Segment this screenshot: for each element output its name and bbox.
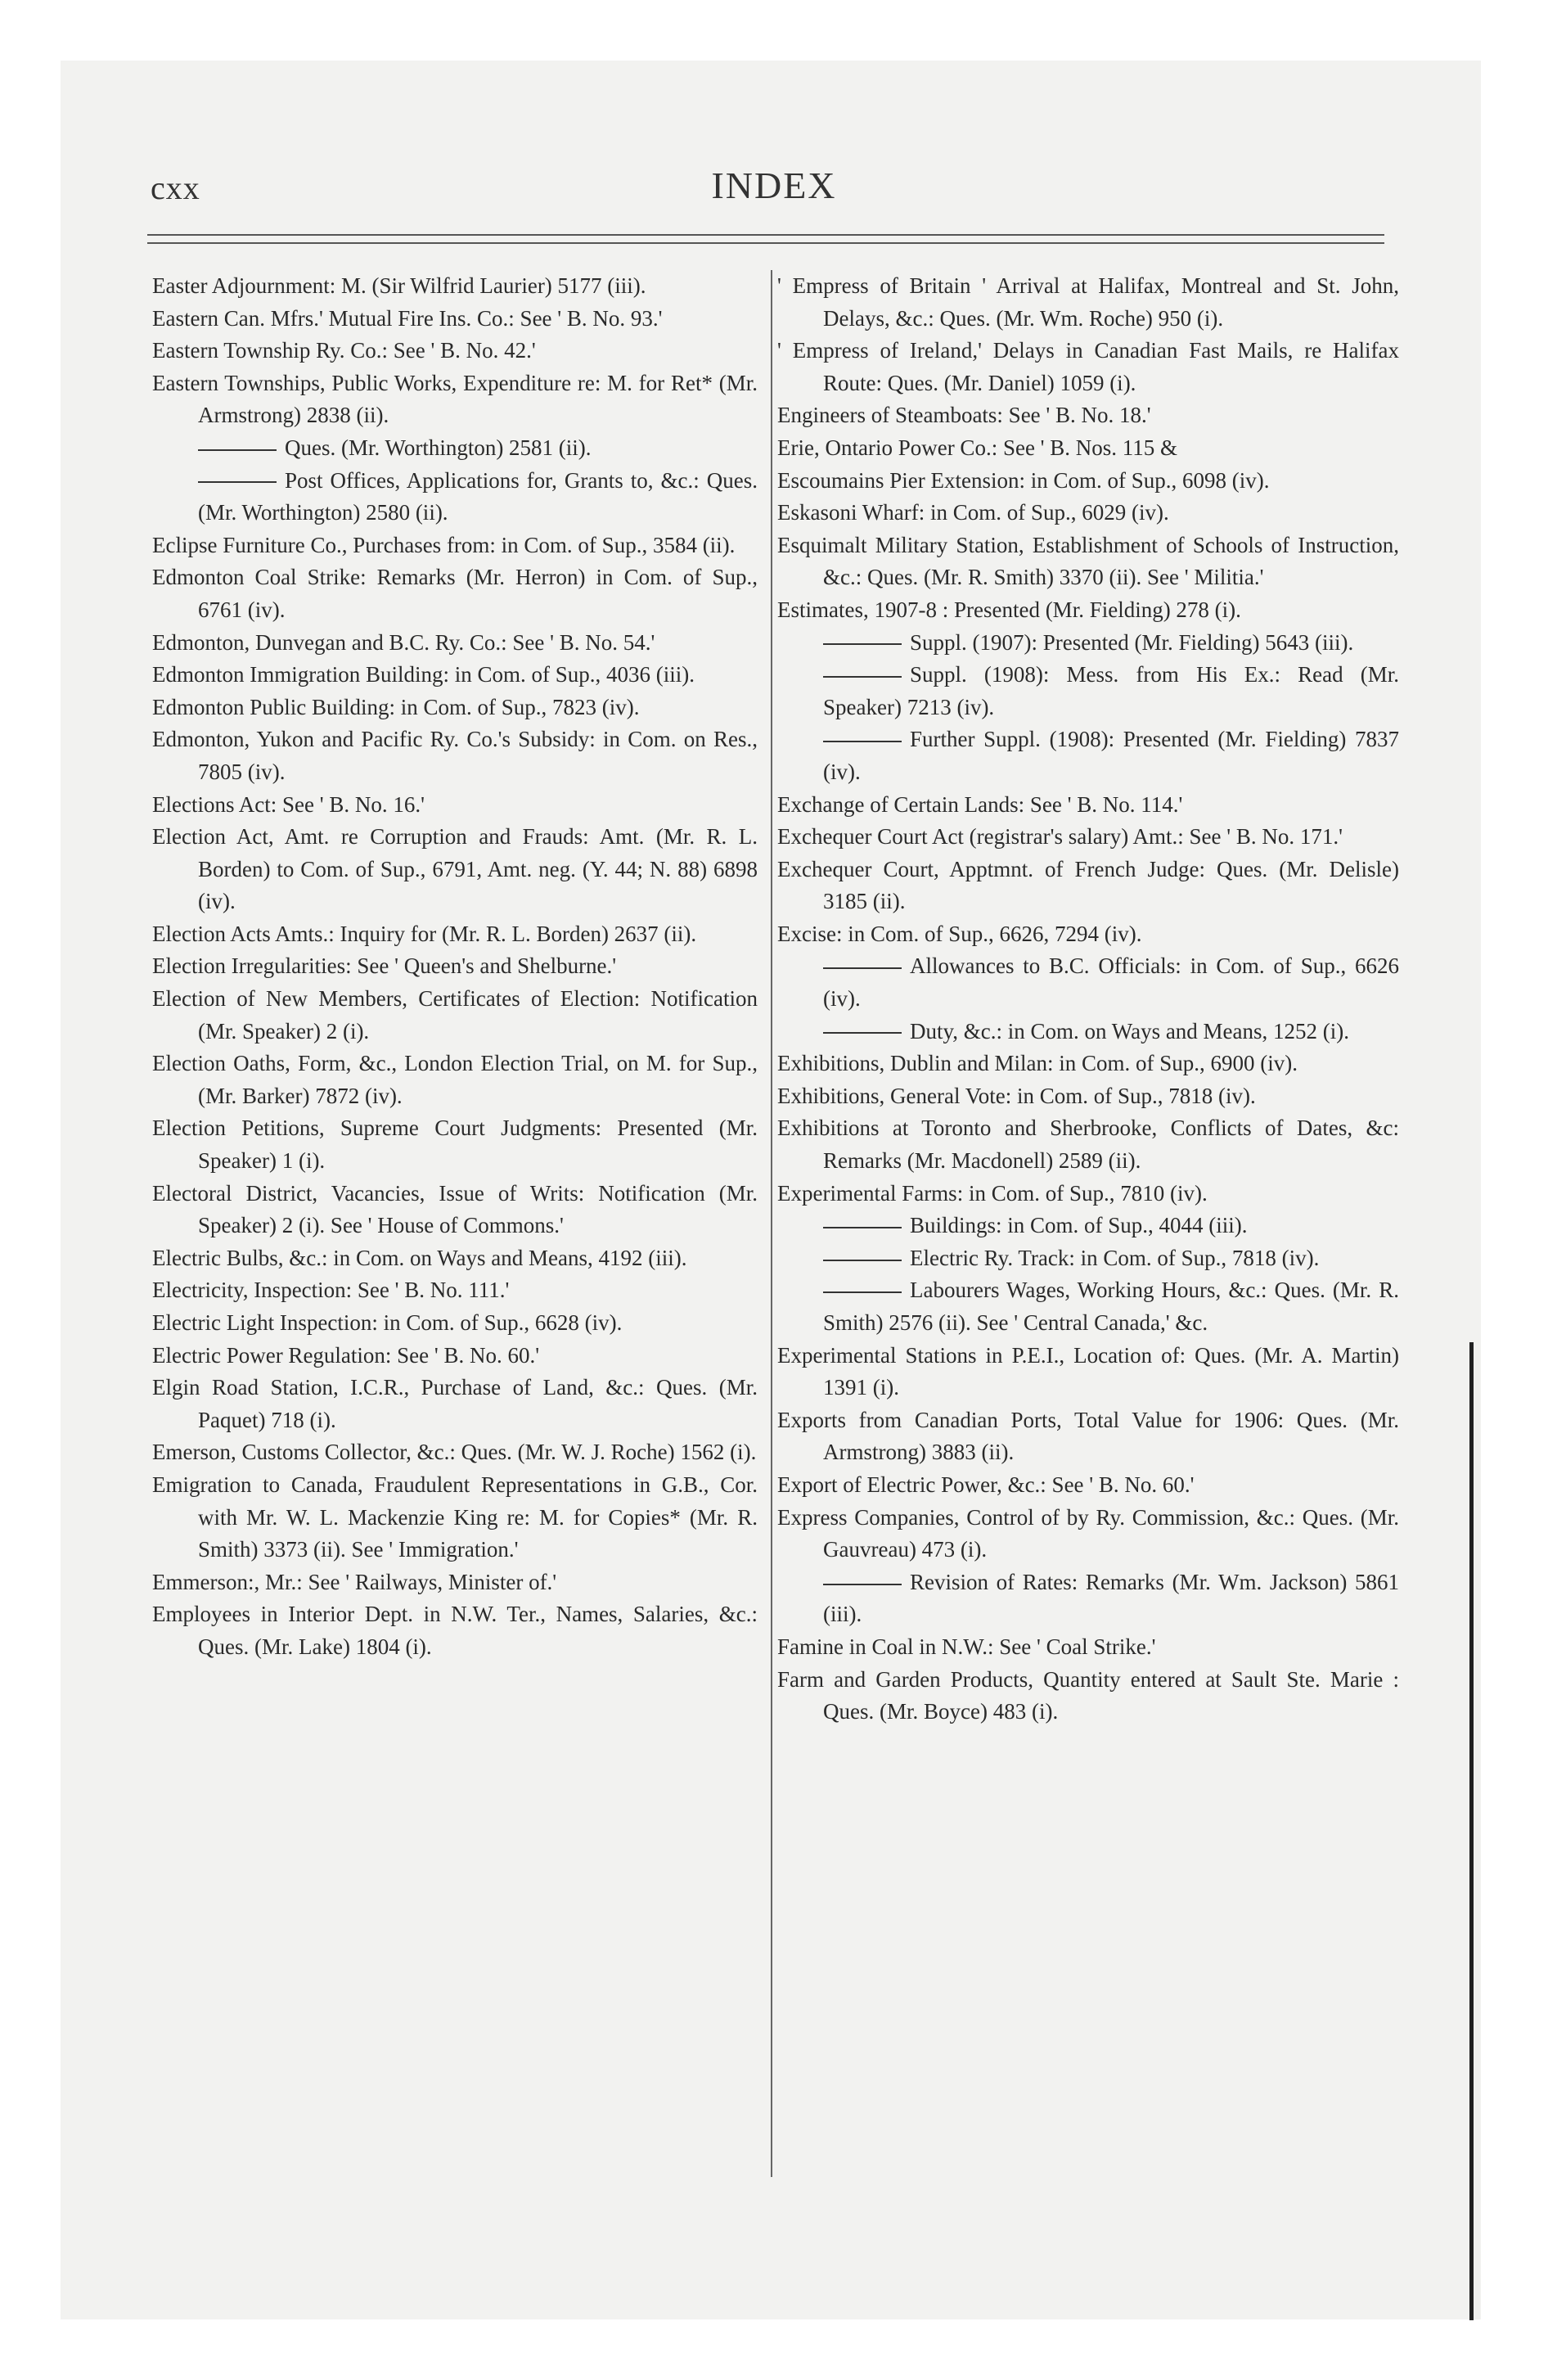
index-entry [152,1274,758,1307]
index-subentry [777,627,1399,660]
index-subentry [777,659,1399,723]
entry-text: Election Oaths, Form, &c., London Election Trial, on M. for Sup., (Mr. Barker) 7872 (iv). [152,1051,758,1108]
index-entry [152,1566,758,1599]
entry-text: Revision of Rates: Remarks (Mr. Wm. Jackson) 5861 (iii). [823,1569,1399,1627]
index-entry [777,1631,1399,1664]
index-entry [152,983,758,1048]
index-subentry [152,465,758,530]
index-entry [152,1112,758,1177]
entry-text: Famine in Coal in N.W.: See ' Coal Strike.' [777,1634,1156,1659]
ditto-dash [198,449,277,451]
index-entry [152,1340,758,1373]
entry-text: Labourers Wages, Working Hours, &c.: Ques. (Mr. R. Smith) 2576 (ii). See ' Central Canada,' &c. [823,1278,1399,1335]
entry-text: Experimental Farms: in Com. of Sup., 7810 (iv). [777,1180,1208,1206]
index-entry [777,854,1399,918]
ditto-dash [198,481,277,483]
entry-text: Election Irregularities: See ' Queen's and Shelburne.' [152,953,617,979]
page-edge-shadow [1469,1342,1474,2320]
index-entry [777,1664,1399,1729]
index-entry [777,1404,1399,1469]
entry-text: Eastern Township Ry. Co.: See ' B. No. 42.' [152,338,536,363]
index-entry [777,1080,1399,1113]
entry-text: Farm and Garden Products, Quantity entered at Sault Ste. Marie : Ques. (Mr. Boyce) 483 (i). [777,1666,1399,1724]
entry-text: Escoumains Pier Extension: in Com. of Sup., 6098 (iv). [777,467,1270,493]
entry-text: Exchequer Court, Apptmnt. of French Judge: Ques. (Mr. Delisle) 3185 (ii). [777,856,1399,914]
header-rule [147,234,1384,236]
index-entry [152,627,758,660]
entry-text: Eastern Can. Mfrs.' Mutual Fire Ins. Co.: See ' B. No. 93.' [152,305,663,331]
index-entry [777,1469,1399,1502]
entry-text: Emmerson:, Mr.: See ' Railways, Minister of.' [152,1569,557,1594]
index-subentry [777,950,1399,1015]
index-entry [152,1048,758,1112]
index-subentry [777,1210,1399,1242]
ditto-dash [823,1584,902,1585]
index-entry [152,1178,758,1242]
page-title: INDEX [711,165,837,206]
index-entry [152,1436,758,1469]
index-entry [777,497,1399,530]
entry-text: Post Offices, Applications for, Grants to, &c.: Ques. (Mr. Worthington) 2580 (ii). [198,467,758,525]
index-entry [152,1469,758,1566]
entry-text: Election of New Members, Certificates of Election: Notification (Mr. Speaker) 2 (i). [152,986,758,1044]
index-entry [152,821,758,918]
index-entry [152,1307,758,1340]
entry-text: Suppl. (1907): Presented (Mr. Fielding) 5643 (iii). [910,629,1354,655]
index-entry [152,530,758,562]
index-entry [152,1598,758,1663]
index-entry [152,1242,758,1275]
entry-text: Edmonton, Dunvegan and B.C. Ry. Co.: See ' B. No. 54.' [152,629,655,655]
entry-text: Eskasoni Wharf: in Com. of Sup., 6029 (iv). [777,500,1169,525]
index-entry [152,918,758,951]
entry-text: Electricity, Inspection: See ' B. No. 111.' [152,1278,510,1303]
entry-text: Exhibitions, Dublin and Milan: in Com. of Sup., 6900 (iv). [777,1051,1298,1076]
index-subentry [777,1242,1399,1275]
entry-text: Allowances to B.C. Officials: in Com. of Sup., 6626 (iv). [823,953,1399,1012]
entry-text: Exchange of Certain Lands: See ' B. No. 114.' [777,791,1183,817]
entry-text: Duty, &c.: in Com. on Ways and Means, 1252 (i). [910,1018,1350,1044]
entry-text: Exhibitions at Toronto and Sherbrooke, Conflicts of Dates, &c: Remarks (Mr. Macdonell) 2589 (ii). [777,1116,1399,1174]
index-entry [777,399,1399,432]
entry-text: Eclipse Furniture Co., Purchases from: in Com. of Sup., 3584 (ii). [152,532,736,557]
entry-text: Exhibitions, General Vote: in Com. of Sup., 7818 (iv). [777,1083,1256,1108]
entry-text: Emerson, Customs Collector, &c.: Ques. (Mr. W. J. Roche) 1562 (i). [152,1440,757,1465]
ditto-dash [823,1032,902,1034]
index-entry [777,1112,1399,1177]
header-rule [147,242,1384,244]
entry-text: ' Empress of Britain ' Arrival at Halifax, Montreal and St. John, Delays, &c.: Ques. (Mr. Wm. Roche) 950 (i). [777,273,1399,331]
entry-text: ' Empress of Ireland,' Delays in Canadian Fast Mails, re Halifax Route: Ques. (Mr. Daniel) 1059 (i). [777,338,1399,395]
entry-text: Buildings: in Com. of Sup., 4044 (iii). [910,1213,1248,1238]
entry-text: Elgin Road Station, I.C.R., Purchase of Land, &c.: Ques. (Mr. Paquet) 718 (i). [152,1375,758,1432]
entry-text: Electoral District, Vacancies, Issue of Writs: Notification (Mr. Speaker) 2 (i). See ' House of Commons.' [152,1180,758,1238]
entry-text: Erie, Ontario Power Co.: See ' B. Nos. 115 & [777,435,1178,460]
entry-text: Electric Light Inspection: in Com. of Sup., 6628 (iv). [152,1310,623,1335]
entry-text: Ques. (Mr. Worthington) 2581 (ii). [285,435,592,460]
entry-text: Exchequer Court Act (registrar's salary) Amt.: See ' B. No. 171.' [777,824,1343,850]
ditto-dash [823,1260,902,1261]
index-entry [777,1340,1399,1404]
index-entry [152,789,758,822]
index-entry [152,1372,758,1436]
index-entry [152,692,758,724]
page-number: cxx [151,169,200,206]
right-index-column [777,270,1399,1729]
index-entry [777,335,1399,399]
entry-text: Elections Act: See ' B. No. 16.' [152,791,425,817]
index-entry [152,303,758,336]
index-subentry [777,1566,1399,1631]
entry-text: Engineers of Steamboats: See ' B. No. 18.' [777,403,1151,428]
entry-text: Election Acts Amts.: Inquiry for (Mr. R. L. Borden) 2637 (ii). [152,921,697,946]
entry-text: Edmonton Coal Strike: Remarks (Mr. Herron) in Com. of Sup., 6761 (iv). [152,565,758,622]
entry-text: Edmonton, Yukon and Pacific Ry. Co.'s Subsidy: in Com. on Res., 7805 (iv). [152,727,758,784]
entry-text: Suppl. (1908): Mess. from His Ex.: Read (Mr. Speaker) 7213 (iv). [823,662,1399,719]
entry-text: Export of Electric Power, &c.: See ' B. No. 60.' [777,1472,1195,1497]
entry-text: Emigration to Canada, Fraudulent Representations in G.B., Cor. with Mr. W. L. Mackenzie King re: M. for Copies* (Mr. R. Smith) 3373 (ii). See ' Immigration.' [152,1472,758,1562]
index-entry [152,270,758,303]
index-entry [152,659,758,692]
entry-text: Edmonton Immigration Building: in Com. of Sup., 4036 (iii). [152,662,695,687]
index-subentry [777,1274,1399,1339]
index-entry [152,335,758,367]
index-entry [777,918,1399,951]
entry-text: Exports from Canadian Ports, Total Value for 1906: Ques. (Mr. Armstrong) 3883 (ii). [777,1407,1399,1465]
index-entry [777,1048,1399,1080]
entry-text: Election Petitions, Supreme Court Judgments: Presented (Mr. Speaker) 1 (i). [152,1116,758,1174]
index-entry [777,530,1399,594]
index-entry [152,950,758,983]
index-entry [152,561,758,626]
index-entry [152,723,758,788]
index-entry [777,821,1399,854]
ditto-dash [823,741,902,742]
entry-text: Electric Ry. Track: in Com. of Sup., 7818 (iv). [910,1245,1320,1270]
entry-text: Employees in Interior Dept. in N.W. Ter., Names, Salaries, &c.: Ques. (Mr. Lake) 1804 (i). [152,1602,758,1659]
ditto-dash [823,643,902,645]
entry-text: Estimates, 1907-8 : Presented (Mr. Fielding) 278 (i). [777,597,1241,622]
entry-text: Electric Bulbs, &c.: in Com. on Ways and Means, 4192 (iii). [152,1245,687,1270]
left-index-column [152,270,758,1664]
index-entry [777,789,1399,822]
index-entry [777,432,1399,465]
index-subentry [777,723,1399,788]
index-subentry [777,1016,1399,1048]
ditto-dash [823,967,902,969]
entry-text: Experimental Stations in P.E.I., Location of: Ques. (Mr. A. Martin) 1391 (i). [777,1342,1399,1400]
index-entry [152,367,758,432]
ditto-dash [823,1291,902,1293]
entry-text: Esquimalt Military Station, Establishment of Schools of Instruction, &c.: Ques. (Mr. R. Smith) 3370 (ii). See ' Militia.' [777,532,1399,590]
ditto-dash [823,676,902,678]
entry-text: Express Companies, Control of by Ry. Commission, &c.: Ques. (Mr. Gauvreau) 473 (i). [777,1504,1399,1562]
index-entry [777,594,1399,627]
entry-text: Easter Adjournment: M. (Sir Wilfrid Laurier) 5177 (iii). [152,273,646,298]
column-divider [771,270,772,2177]
entry-text: Excise: in Com. of Sup., 6626, 7294 (iv). [777,921,1142,946]
entry-text: Edmonton Public Building: in Com. of Sup., 7823 (iv). [152,694,640,719]
index-entry [777,1178,1399,1210]
entry-text: Further Suppl. (1908): Presented (Mr. Fielding) 7837 (iv). [823,727,1399,784]
entry-text: Eastern Townships, Public Works, Expenditure re: M. for Ret* (Mr. Armstrong) 2838 (ii). [152,370,758,428]
index-subentry [152,432,758,465]
index-entry [777,465,1399,498]
index-entry [777,1502,1399,1566]
entry-text: Election Act, Amt. re Corruption and Frauds: Amt. (Mr. R. L. Borden) to Com. of Sup., 6791, Amt. neg. (Y. 44; N. 88) 6898 (iv). [152,824,758,914]
entry-text: Electric Power Regulation: See ' B. No. 60.' [152,1342,540,1368]
ditto-dash [823,1227,902,1228]
index-entry [777,270,1399,335]
